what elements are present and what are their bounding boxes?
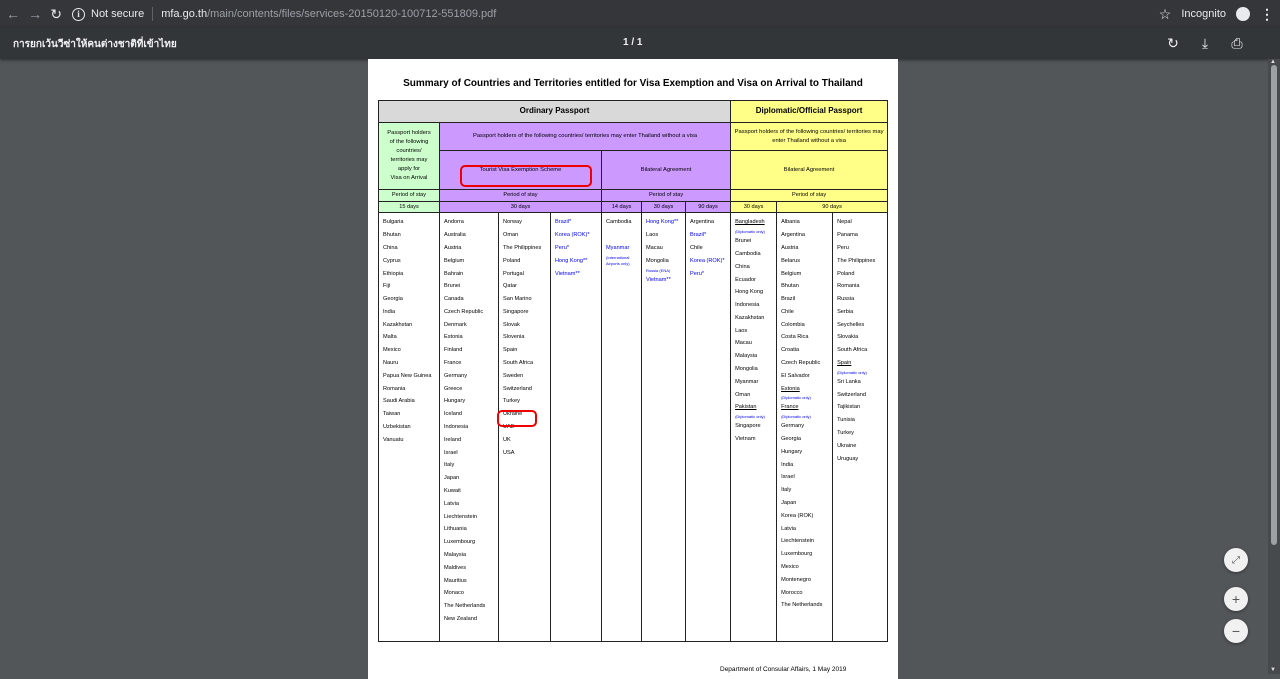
country-item: Bahrain	[444, 270, 464, 277]
country-item: China	[383, 244, 398, 251]
country-item: Mongolia	[646, 257, 669, 264]
country-item: Estonia	[444, 334, 463, 341]
days-14: 14 days	[602, 201, 642, 213]
country-item: Malaysia	[735, 353, 758, 360]
country-item	[606, 229, 637, 242]
country-item: Bhutan	[383, 232, 401, 239]
country-item: Lithuania	[444, 526, 467, 533]
country-item: Slovenia	[503, 334, 525, 341]
country-item: Colombia	[781, 321, 805, 328]
country-item: Kazakhstan	[383, 321, 413, 328]
country-item: USA	[503, 449, 515, 456]
address-bar[interactable]	[72, 3, 496, 25]
pdf-page	[368, 59, 898, 679]
country-item: Korea (ROK)*	[690, 257, 725, 264]
scroll-up-icon[interactable]: ▲	[1270, 59, 1276, 65]
diplomatic-no-visa-description: Passport holders of the following countries/ territories may enter Thailand without a visa	[731, 123, 888, 151]
bilateral-agreement-diplomatic: Bilateral Agreement	[731, 151, 888, 190]
days-90-diplomatic: 90 days	[777, 201, 888, 213]
country-item: South Africa	[503, 360, 534, 367]
reload-icon[interactable]: ↻	[50, 6, 62, 22]
annotation-oval-ukraine	[497, 410, 537, 427]
country-item: Israel	[781, 474, 795, 481]
country-item: Kazakhstan	[735, 314, 765, 321]
country-item: Peru*	[690, 270, 704, 277]
country-item: Hong Kong**	[555, 257, 588, 264]
ordinary-no-visa-description: Passport holders of the following countries/ territories may enter Thailand without a visa	[440, 123, 731, 151]
country-item: Georgia	[383, 296, 403, 303]
rotate-icon[interactable]: ↻	[1167, 35, 1179, 51]
download-icon[interactable]: ⤓	[1201, 35, 1209, 51]
country-item: Switzerland	[837, 391, 866, 398]
scroll-down-icon[interactable]: ▼	[1270, 667, 1276, 673]
country-item: Brazil*	[690, 232, 707, 239]
country-item: Bhutan	[781, 283, 799, 290]
country-item: (Diplomatic only)	[837, 369, 867, 375]
annotation-oval-tourist-scheme	[460, 165, 592, 187]
scrollbar-thumb[interactable]	[1271, 65, 1277, 545]
country-item: Brazil	[781, 296, 796, 303]
country-item: Denmark	[444, 321, 467, 328]
country-item: The Philippines	[837, 257, 876, 264]
country-item: Liechtenstein	[781, 538, 815, 545]
country-item: Cambodia	[606, 219, 632, 226]
country-item: Hungary	[444, 398, 466, 405]
country-item: Slovakia	[837, 334, 859, 341]
country-item: Canada	[444, 296, 464, 303]
country-item: San Marino	[503, 296, 532, 303]
country-item: Argentina	[781, 232, 806, 239]
country-item: Turkey	[503, 398, 520, 405]
country-item: Brunei	[444, 283, 461, 290]
country-item: Czech Republic	[444, 308, 484, 315]
country-item: UK	[503, 436, 511, 443]
country-item: Romania	[837, 283, 860, 290]
country-item: Iceland	[444, 411, 463, 418]
period-of-stay-diplomatic: Period of stay	[731, 190, 888, 202]
country-item: Turkey	[837, 430, 854, 437]
country-item: Nepal	[837, 219, 852, 226]
country-item: Spain	[503, 347, 518, 354]
country-item: Spain	[837, 360, 852, 367]
security-label: Not secure	[91, 8, 145, 20]
country-list-bilateral-14	[602, 213, 642, 642]
country-item: Belgium	[781, 270, 802, 277]
country-item: Pakistan	[735, 404, 757, 411]
country-item: Italy	[444, 462, 455, 469]
country-item: Airports only)	[606, 260, 630, 266]
country-item: Nauru	[383, 360, 399, 367]
country-item: France	[444, 360, 462, 367]
bookmark-star-icon[interactable]: ☆	[1158, 5, 1172, 22]
country-item: Laos	[646, 232, 659, 239]
country-item: Sweden	[503, 372, 524, 379]
period-of-stay-voa: Period of stay	[379, 190, 440, 202]
country-item: Peru	[837, 244, 849, 251]
country-item: Qatar	[503, 283, 517, 290]
country-item: Japan	[781, 500, 797, 507]
country-item: Ukraine	[503, 411, 523, 418]
zoom-out-icon[interactable]: −	[1224, 619, 1248, 643]
country-item: Ukraine	[837, 442, 857, 449]
country-item: Norway	[503, 219, 522, 226]
country-item: Indonesia	[444, 424, 469, 431]
country-item: Luxembourg	[781, 551, 813, 558]
country-item: Luxembourg	[444, 539, 476, 546]
fit-to-page-icon[interactable]: ⤢	[1224, 548, 1248, 572]
print-icon[interactable]: ⎙	[1231, 35, 1243, 51]
country-item: Costa Rica	[781, 334, 809, 341]
country-item: Malta	[383, 334, 397, 341]
country-item: South Africa	[837, 347, 868, 354]
forward-icon[interactable]: →	[28, 6, 43, 22]
country-item: The Philippines	[503, 244, 542, 251]
country-item: Oman	[735, 391, 751, 398]
country-item: Hungary	[781, 448, 803, 455]
country-item: Papua New Guinea	[383, 372, 432, 379]
country-item: Bangladesh	[735, 219, 765, 226]
nav-buttons	[2, 7, 66, 21]
country-item: Saudi Arabia	[383, 398, 415, 405]
country-item: India	[383, 308, 396, 315]
country-item: Romania	[383, 385, 406, 392]
country-item: Uruguay	[837, 455, 859, 462]
tourist-visa-exemption-scheme: Tourist Visa Exemption Scheme	[440, 151, 602, 190]
country-item: Seychelles	[837, 321, 865, 328]
country-item: Sri Lanka	[837, 378, 861, 385]
back-icon[interactable]: ←	[6, 6, 21, 22]
pdf-toolbar	[0, 28, 1280, 59]
country-item: Brazil*	[555, 219, 572, 226]
country-item: Hong Kong	[735, 289, 764, 296]
country-item: Italy	[781, 487, 792, 494]
country-item: (Diplomatic only)	[735, 229, 765, 235]
days-15: 15 days	[379, 201, 440, 213]
pdf-title: การยกเว้นวีซ่าให้คนต่างชาติที่เข้าไทย	[13, 39, 177, 50]
country-item: (Diplomatic only)	[781, 414, 811, 420]
country-list-diplomatic-30	[731, 213, 777, 642]
country-item: Morocco	[781, 589, 803, 596]
country-item: New Zealand	[444, 616, 477, 623]
country-item: Monaco	[444, 590, 464, 597]
voa-description: Passport holders of the following countries/ territories may apply for Visa on Arrival	[379, 123, 440, 190]
browser-toolbar	[0, 0, 1280, 28]
country-item: Mexico	[781, 564, 799, 571]
country-item: Germany	[444, 372, 468, 379]
country-item: Poland	[837, 270, 855, 277]
country-item: Cambodia	[735, 250, 761, 257]
country-list-bilateral-90	[686, 213, 731, 642]
country-item: Brunei	[735, 238, 752, 245]
country-item: Oman	[503, 232, 519, 239]
country-item: Australia	[444, 232, 466, 239]
country-item: Austria	[781, 244, 799, 251]
days-90-bilateral: 90 days	[686, 201, 731, 213]
country-item: Vietnam	[735, 436, 756, 443]
country-item: Fiji	[383, 283, 391, 290]
country-item: Laos	[735, 327, 748, 334]
page-indicator: 1 / 1	[623, 37, 643, 48]
pdf-tools	[1166, 35, 1244, 52]
country-item: Indonesia	[735, 302, 760, 309]
country-item: Ireland	[444, 436, 462, 443]
url-path: /main/contents/files/services-20150120-100712-551809.pdf	[207, 8, 497, 20]
country-item: Chile	[690, 244, 703, 251]
country-item: France	[781, 404, 799, 411]
country-item: Korea (ROK)*	[555, 232, 590, 239]
country-item: Vanuatu	[383, 436, 404, 443]
period-of-stay-bilateral: Period of stay	[602, 190, 731, 202]
country-item: (Diplomatic only)	[781, 395, 811, 401]
diplomatic-passport-header: Diplomatic/Official Passport	[731, 101, 888, 123]
country-item: Belarus	[781, 257, 801, 264]
country-item: Finland	[444, 347, 463, 354]
country-item: Germany	[781, 423, 805, 430]
country-item: Andorra	[444, 219, 464, 226]
country-item: India	[781, 461, 794, 468]
country-item: El Salvador	[781, 372, 810, 379]
country-item: Tajikistan	[837, 404, 861, 411]
country-item: The Netherlands	[781, 602, 823, 609]
country-item: Czech Republic	[781, 360, 821, 367]
country-item: Hong Kong**	[646, 219, 679, 226]
country-list-voa	[379, 213, 440, 642]
country-item: (International	[606, 254, 630, 260]
country-item: Panama	[837, 232, 858, 239]
country-item: Latvia	[781, 525, 797, 532]
divider	[152, 7, 153, 21]
country-item: The Netherlands	[444, 603, 486, 610]
incognito-label: Incognito	[1181, 8, 1226, 20]
country-item: Singapore	[735, 423, 761, 430]
days-30-tourist: 30 days	[440, 201, 602, 213]
country-item: Myanmar	[735, 378, 759, 385]
country-list-diplomatic-90-1	[777, 213, 833, 642]
country-item: Singapore	[503, 308, 529, 315]
country-item: Uzbekistan	[383, 424, 411, 431]
document-footer: Department of Consular Affairs, 1 May 2019	[720, 666, 847, 673]
country-item: Vietnam**	[646, 276, 671, 283]
country-list-diplomatic-90-2	[833, 213, 888, 642]
country-item: Macau	[735, 340, 752, 347]
country-item: Portugal	[503, 270, 524, 277]
country-item: Maldives	[444, 564, 467, 571]
country-item: Austria	[444, 244, 462, 251]
country-item: Mexico	[383, 347, 401, 354]
bilateral-agreement: Bilateral Agreement	[602, 151, 731, 190]
incognito-icon[interactable]	[1236, 7, 1250, 21]
ordinary-passport-header: Ordinary Passport	[379, 101, 731, 123]
country-item: Japan	[444, 475, 460, 482]
toolbar-right	[1159, 0, 1274, 28]
visa-table	[378, 100, 888, 642]
days-30-diplomatic: 30 days	[731, 201, 777, 213]
country-item: Croatia	[781, 347, 800, 354]
scrollbar[interactable]	[1268, 59, 1280, 674]
country-item: Cyprus	[383, 257, 401, 264]
country-item: Slovak	[503, 321, 520, 328]
country-item: Montenegro	[781, 576, 811, 583]
country-item: Mauritius	[444, 577, 467, 584]
country-item: Kuwait	[444, 488, 461, 495]
country-item: Ethiopia	[383, 270, 404, 277]
country-item: Russia (ENA)	[646, 267, 671, 273]
country-item: Myanmar	[606, 244, 630, 251]
country-item: Liechtenstein	[444, 513, 477, 520]
days-30-bilateral: 30 days	[642, 201, 686, 213]
country-item: Chile	[781, 308, 794, 315]
country-item: Switzerland	[503, 385, 532, 392]
country-list-tourist-1	[440, 213, 499, 642]
country-item: Ecuador	[735, 276, 756, 283]
country-item: Vietnam**	[555, 270, 580, 277]
menu-icon[interactable]: ⋮	[1260, 5, 1274, 22]
country-item: Argentina	[690, 219, 714, 226]
country-item: Malaysia	[444, 552, 467, 559]
country-item: UAE	[503, 424, 515, 431]
zoom-in-icon[interactable]: +	[1224, 587, 1248, 611]
country-item: Mongolia	[735, 366, 758, 373]
country-list-bilateral-30	[642, 213, 686, 642]
country-item: Taiwan	[383, 411, 401, 418]
country-item: Macau	[646, 244, 663, 251]
country-item: Russia	[837, 296, 855, 303]
country-item: Korea (ROK)	[781, 512, 814, 519]
country-item: Bulgaria	[383, 219, 404, 226]
country-item: Latvia	[444, 500, 459, 507]
period-of-stay-tourist: Period of stay	[440, 190, 602, 202]
country-item: (Diplomatic only)	[735, 414, 765, 420]
info-icon[interactable]: i	[72, 8, 85, 21]
country-item: Serbia	[837, 308, 854, 315]
country-item: Poland	[503, 257, 521, 264]
country-item: Israel	[444, 449, 458, 456]
country-item: Belgium	[444, 257, 465, 264]
country-item: Greece	[444, 385, 463, 392]
country-item: Peru*	[555, 244, 569, 251]
document-title: Summary of Countries and Territories entitled for Visa Exemption and Visa on Arrival to Thailand	[403, 78, 863, 89]
country-item: Albania	[781, 219, 800, 226]
country-list-tourist-3	[551, 213, 602, 642]
url-host: mfa.go.th	[161, 8, 208, 20]
country-item: Georgia	[781, 436, 801, 443]
country-item: Tunisia	[837, 417, 855, 424]
country-item: China	[735, 263, 750, 270]
country-list-tourist-2	[499, 213, 551, 642]
country-item: Estonia	[781, 385, 800, 392]
